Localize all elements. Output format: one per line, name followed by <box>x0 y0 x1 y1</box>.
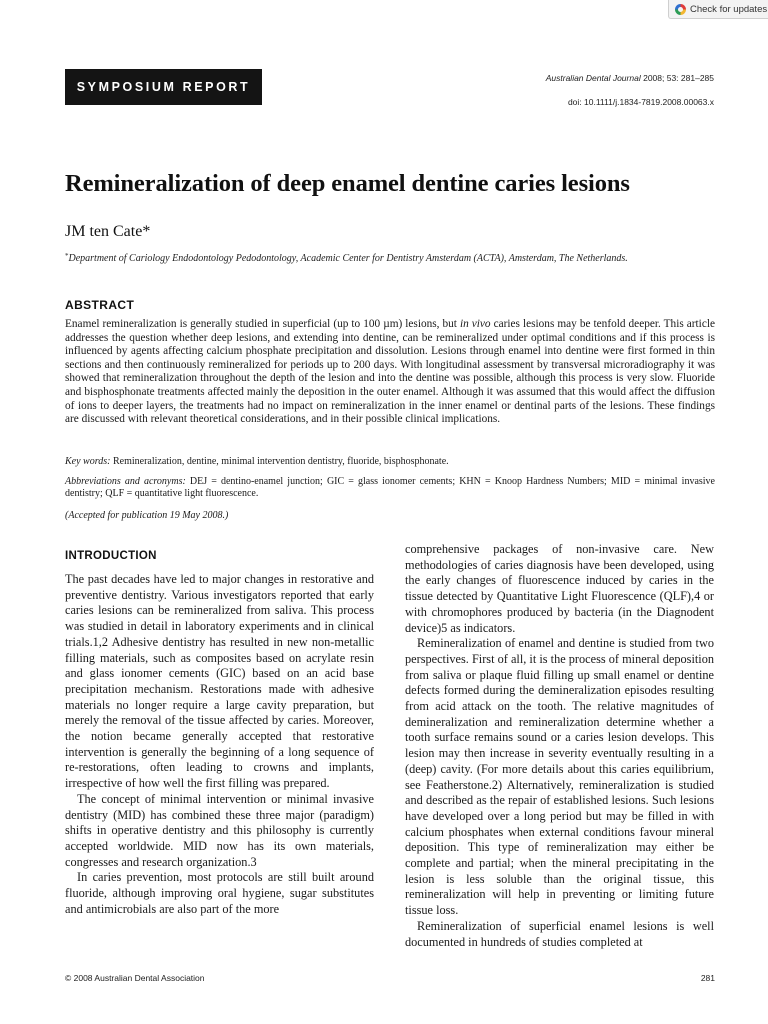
paragraph: The past decades have led to major changes in restorative and preventive dentistry. Various investigators reported that early caries lesions can be remineralized from saliva. This process was studied in detail in laboratory experiments and in clinical trials.1,2 Adhesive dentistry has resulted in new non-metallic filling materials, such as composites based on acrylate resin and glass ionomer cements (GIC) based on an acid base precipitation mechanism. Restorations made with adhesive materials no longer require a large cavity preparation, but merely the removal of the tissue affected by caries. Moreover, the notion became generally accepted that restorative intervention is generally the beginning of a long sequence of re-restorations, often leading to crowns and implants, irrespective of how well the first filling was prepared. <box>65 572 374 791</box>
paragraph: comprehensive packages of non-invasive care. New methodologies of caries diagnosis have been developed, using the early changes of fluorescence induced by caries in the tissue detected by Quantitative Light Fluorescence (QLF),4 or with chromophores produced by bacteria (in the Diagnodent device)5 as indicators. <box>405 542 714 635</box>
body-column-right <box>405 542 714 966</box>
paragraph: The concept of minimal intervention or minimal invasive dentistry (MID) has combined these three major (paradigm) shifts in operative dentistry and this philosophy is currently accepted worldwide. MID now has its own materials, congresses and research organization.3 <box>65 791 374 869</box>
copyright: © 2008 Australian Dental Association <box>65 973 205 983</box>
paragraph: In caries prevention, most protocols are still built around fluoride, although improving oral hygiene, sugar substitutes and antimicrobials are also part of the more <box>65 870 374 916</box>
paragraph: Remineralization of superficial enamel lesions is well documented in hundreds of studies completed at <box>405 918 714 949</box>
affiliation-text: Department of Cariology Endodontology Pedodontology, Academic Center for Dentistry Amsterdam (ACTA), Amsterdam, The Netherlands. <box>68 253 628 264</box>
introduction-heading: INTRODUCTION <box>65 550 157 562</box>
abbreviations <box>65 476 715 500</box>
crossmark-icon <box>675 4 686 15</box>
journal-citation <box>546 73 714 83</box>
article-title: Remineralization of deep enamel dentine caries lesions <box>65 170 630 197</box>
abstract-heading: ABSTRACT <box>65 298 135 312</box>
body-column-left <box>65 572 374 966</box>
journal-volume-pages: 2008; 53: 281–285 <box>643 73 714 83</box>
keywords-text: Remineralization, dentine, minimal intervention dentistry, fluoride, bisphosphonate. <box>110 456 449 467</box>
abstract-text-2: caries lesions may be tenfold deeper. This article addresses the question whether deep lesions, and extending into dentine, can be remineralized under optimal conditions and if this process is influenced by agents affecting calcium phosphate precipitation and dissolution. Lesions through enamel into dentine were first formed in thin sections and then continuously remineralized for periods up to 200 days. With longitudinal assessment by transversal microradiography it was showed that remineralization throughout the depth of the lesion and into the dentine was possible, although this process is very slow. Fluoride and bisphosphonate treatments affected mainly the deposition in the outer enamel. Although it was assumed that this would affect the diffusion of ions to deeper layers, the treatments had no impact on remineralization in the inner enamel or dentinal parts of the lesions. These findings are discussed with relevant theoretical considerations, and in their possible clinical implications. <box>65 318 715 426</box>
abstract-text-1: Enamel remineralization is generally studied in superficial (up to 100 µm) lesions, but <box>65 318 460 330</box>
check-for-updates-label: Check for updates <box>690 3 768 15</box>
abstract-body <box>65 318 715 427</box>
section-label: SYMPOSIUM REPORT <box>65 69 262 105</box>
page-number: 281 <box>700 973 715 983</box>
keywords <box>65 456 715 468</box>
keywords-label: Key words: <box>65 456 111 467</box>
affiliation <box>65 252 628 264</box>
abbreviations-label: Abbreviations and acronyms: <box>65 476 186 487</box>
author: JM ten Cate* <box>65 223 151 240</box>
abstract-italic: in vivo <box>459 318 491 330</box>
check-for-updates-badge[interactable] <box>668 0 768 19</box>
affiliation-mark: * <box>65 252 69 260</box>
doi: doi: 10.1111/j.1834-7819.2008.00063.x <box>567 97 714 107</box>
accepted-date: (Accepted for publication 19 May 2008.) <box>65 510 229 521</box>
paragraph: Remineralization of enamel and dentine is studied from two perspectives. First of all, it is the process of mineral deposition from saliva or plaque fluid filling up small enamel or dentine defects formed during the demineralization episodes resulting from acid attack on the tooth. The relative magnitudes of demineralization and remineralization determine whether a tooth surface remains sound or a caries lesion develops. This lesion may then increase in severity eventually resulting in a (deep) cavity. (For more details about this caries equilibrium, see Featherstone.2) Alternatively, remineralization is studied and described as the repair of established lesions. Such lesions have developed over a long period but may be filled in with calcium phosphates when external conditions favour mineral deposition. This type of remineralization may either be complete and partial; when the mineral precipitating in the lesion is less soluble than the original tissue, this remineralization will help in preventing or limiting future tissue loss. <box>405 636 714 918</box>
journal-name: Australian Dental Journal <box>545 73 641 83</box>
abbreviations-text: DEJ = dentino-enamel junction; GIC = glass ionomer cements; KHN = Knoop Hardness Numbers; MID = minimal invasive dentistry; QLF = quantitative light fluorescence. <box>65 476 715 499</box>
